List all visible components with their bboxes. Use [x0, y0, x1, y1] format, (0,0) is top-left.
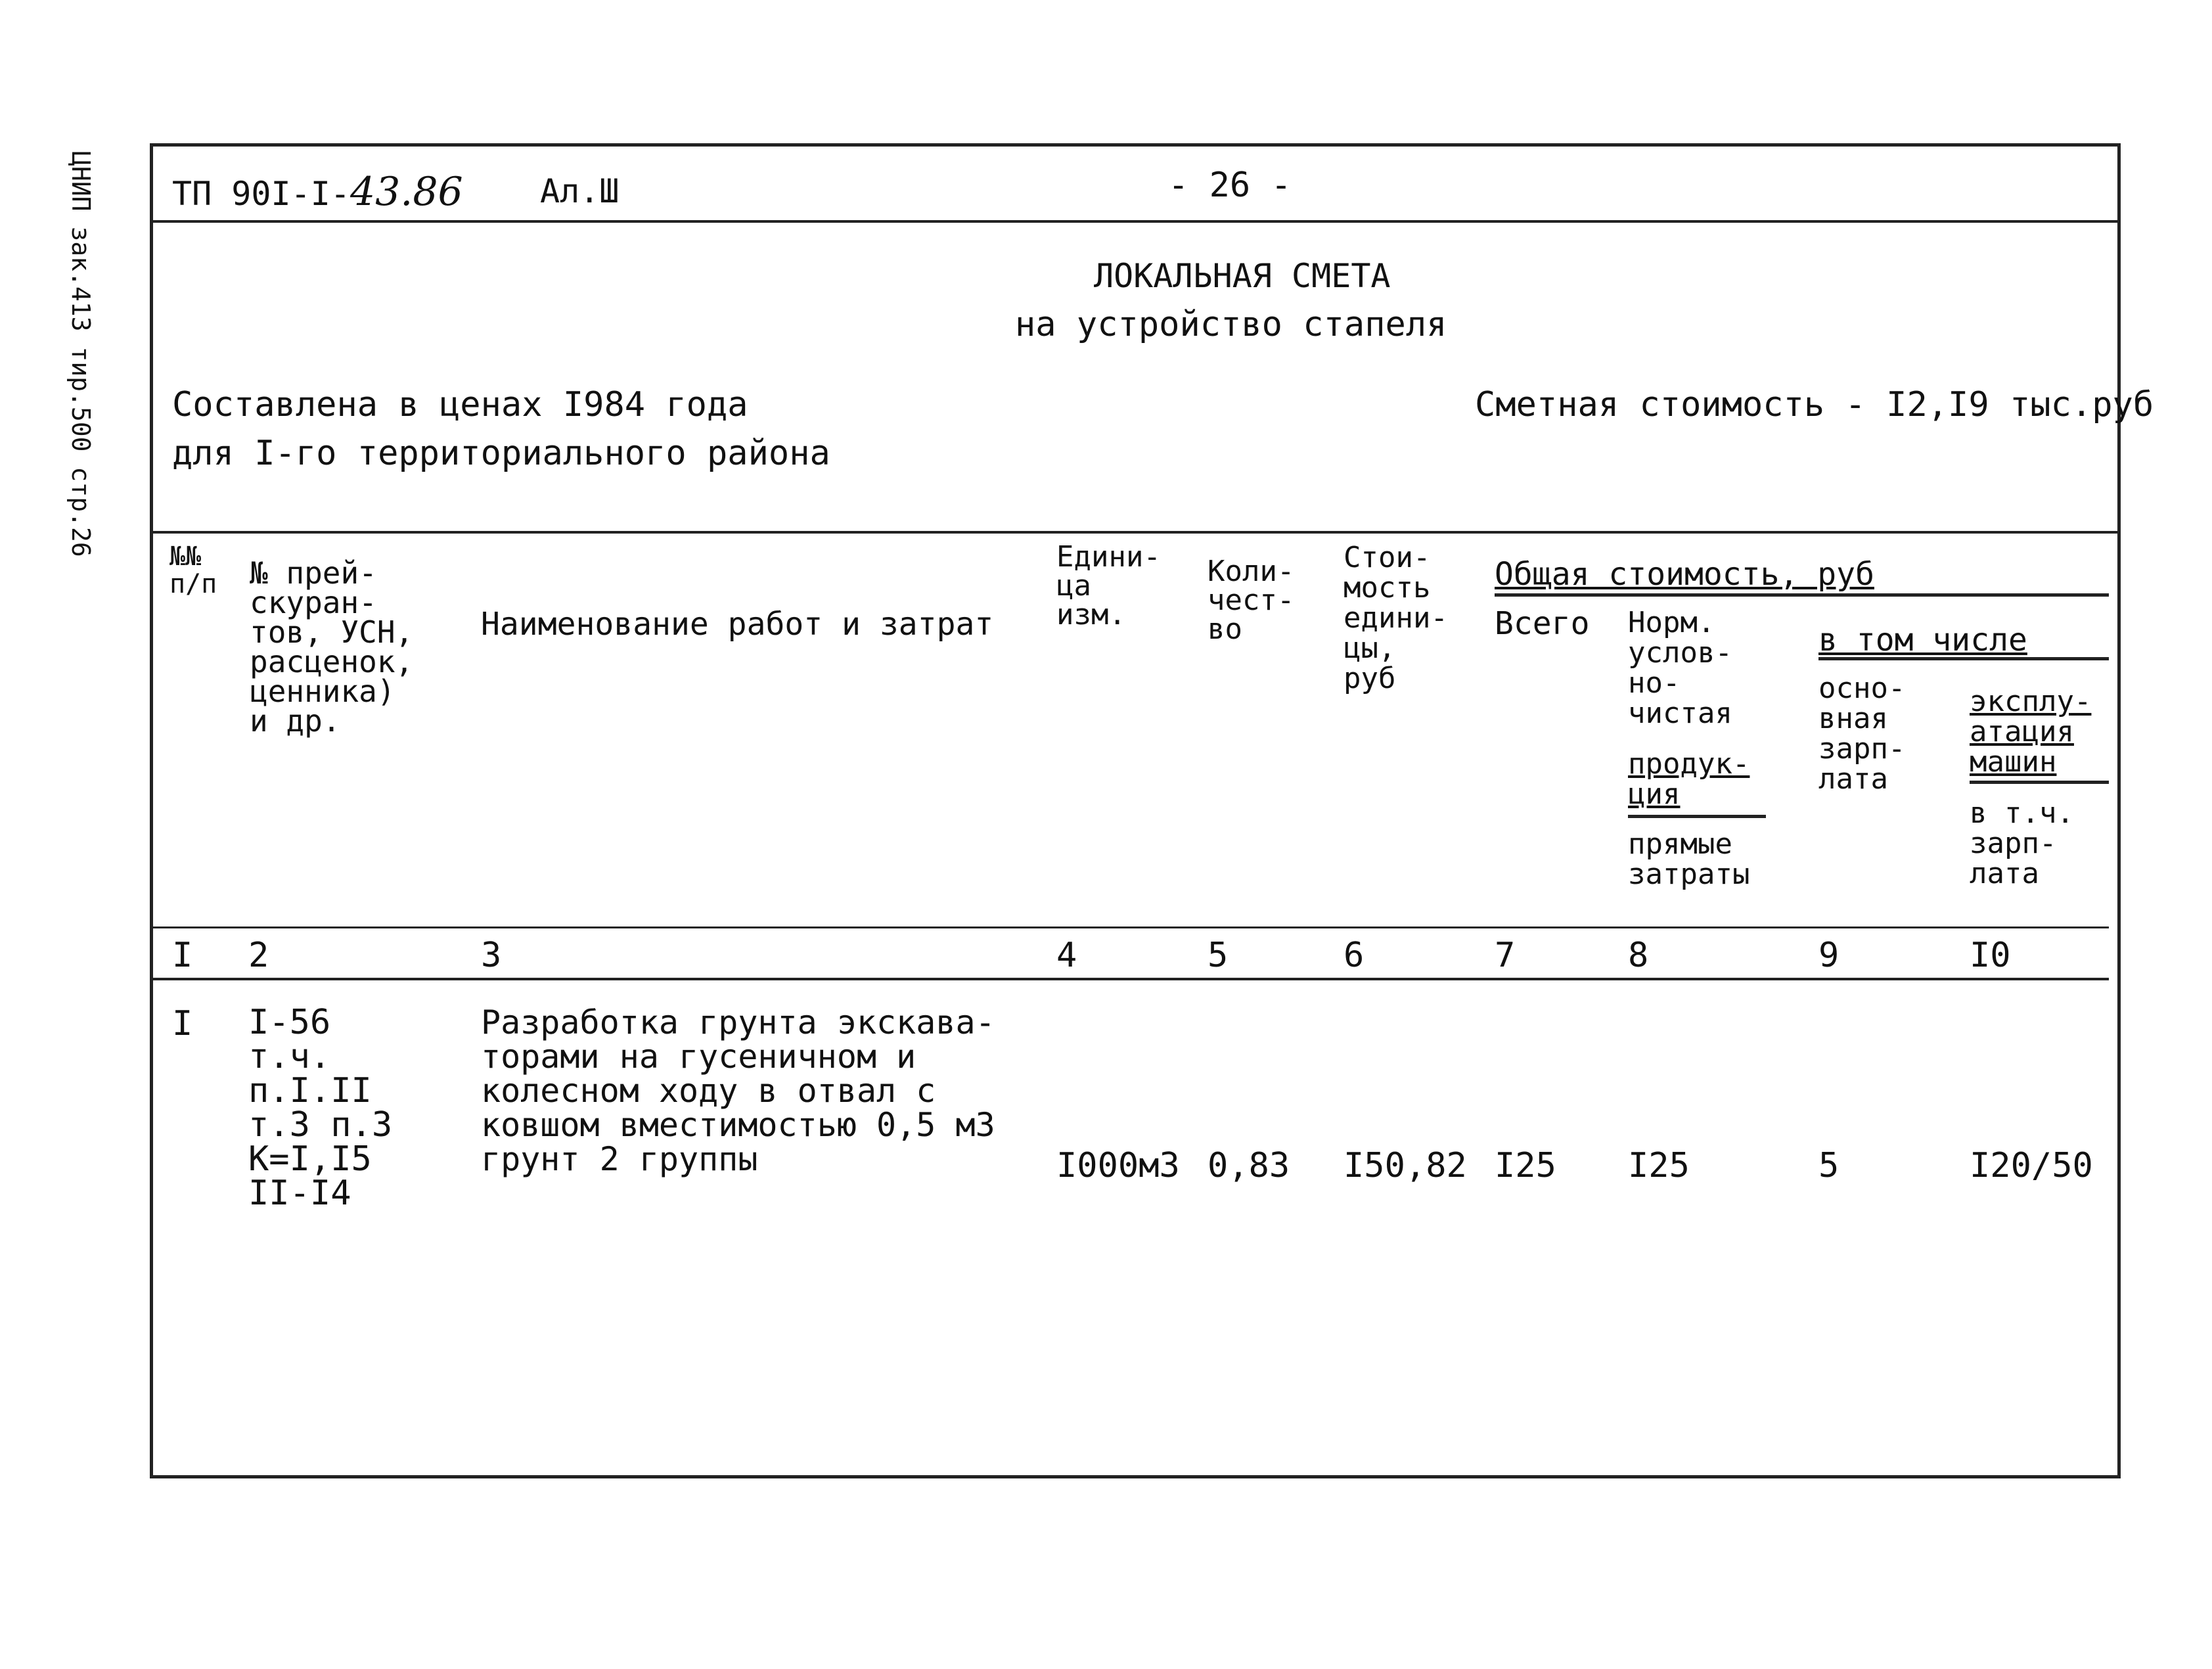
row-total: I25: [1495, 1146, 1556, 1185]
header-total-cost: Общая стоимость, руб: [1495, 556, 1874, 593]
total-cost-underline: [1495, 593, 2109, 597]
col-num-7: 7: [1495, 936, 1516, 975]
header-row-number: №№ п/п: [169, 541, 217, 599]
header-norm-product-cont: продук- ция: [1628, 747, 1750, 811]
col-num-1: I: [172, 936, 193, 975]
header-total: Всего: [1495, 605, 1590, 642]
header-unit: Едини- ца изм.: [1056, 540, 1161, 631]
row-unit: I000м3: [1056, 1146, 1180, 1185]
col-num-3: 3: [481, 936, 502, 975]
prices-basis: Составлена в ценах I984 года: [172, 385, 748, 424]
header-price-reference: № прей- скуран- тов, УСН, расценок, ценника) и др.: [250, 555, 414, 739]
document-code-handwritten: 43.86: [350, 169, 463, 215]
row-quantity: 0,83: [1208, 1146, 1290, 1185]
document-code: ТП 90I-I-43.86: [172, 169, 463, 215]
col-num-2: 2: [248, 936, 269, 975]
header-base-wage: осно- вная зарп- лата: [1818, 672, 1906, 796]
estimated-cost: Сметная стоимость - I2,I9 тыс.руб: [1475, 385, 2154, 424]
document-title: ЛОКАЛЬНАЯ СМЕТА: [1094, 257, 1391, 295]
row-number: I: [172, 1004, 193, 1043]
including-underline: [1818, 657, 2109, 660]
row-machine-operation: I20/50: [1970, 1146, 2093, 1185]
side-stamp: ЦНИП зак.413 тир.500 стр.26: [66, 151, 95, 557]
row-price-reference: I-56 т.ч. п.I.II т.3 п.3 К=I,I5 II-I4: [248, 1003, 393, 1213]
norm-product-underline: [1628, 815, 1766, 818]
column-numbers-top: [151, 926, 2109, 928]
header-unit-cost: Стои- мость едини- цы, руб: [1343, 541, 1448, 695]
header-quantity: Коли- чест- во: [1208, 555, 1295, 646]
header-machine-wage: в т.ч. зарп- лата: [1970, 796, 2074, 890]
header-machine-operation: эксплу- атация машин: [1970, 685, 2092, 779]
col-num-5: 5: [1208, 936, 1229, 975]
header-work-name: Наименование работ и затрат: [481, 606, 994, 643]
territorial-region: для I-го территориального района: [172, 434, 830, 473]
column-numbers-bottom: [151, 978, 2109, 980]
col-num-6: 6: [1343, 936, 1365, 975]
col-num-9: 9: [1818, 936, 1840, 975]
col-num-10: I0: [1970, 936, 2011, 975]
col-num-8: 8: [1628, 936, 1649, 975]
row-unit-cost: I50,82: [1343, 1146, 1467, 1185]
header-divider: [151, 220, 2119, 223]
row-base-wage: 5: [1818, 1146, 1840, 1185]
row-work-name: Разработка грунта экскава- торами на гусеничном и колесном ходу в отвал с ковшом вместимостью 0,5 м3 грунт 2 группы: [481, 1003, 995, 1178]
album-number: Ал.Ш: [540, 172, 620, 210]
row-direct-costs: I25: [1628, 1146, 1690, 1185]
header-norm-product: Норм. услов- но- чистая: [1628, 606, 1732, 730]
header-direct-costs: прямые затраты: [1628, 827, 1750, 891]
header-including: в том числе: [1818, 622, 2027, 658]
table-top-border: [151, 531, 2119, 534]
machine-operation-underline: [1970, 781, 2109, 784]
col-num-4: 4: [1056, 936, 1077, 975]
document-subtitle: на устройство стапеля: [1015, 305, 1447, 344]
page-number: - 26 -: [1168, 166, 1292, 205]
